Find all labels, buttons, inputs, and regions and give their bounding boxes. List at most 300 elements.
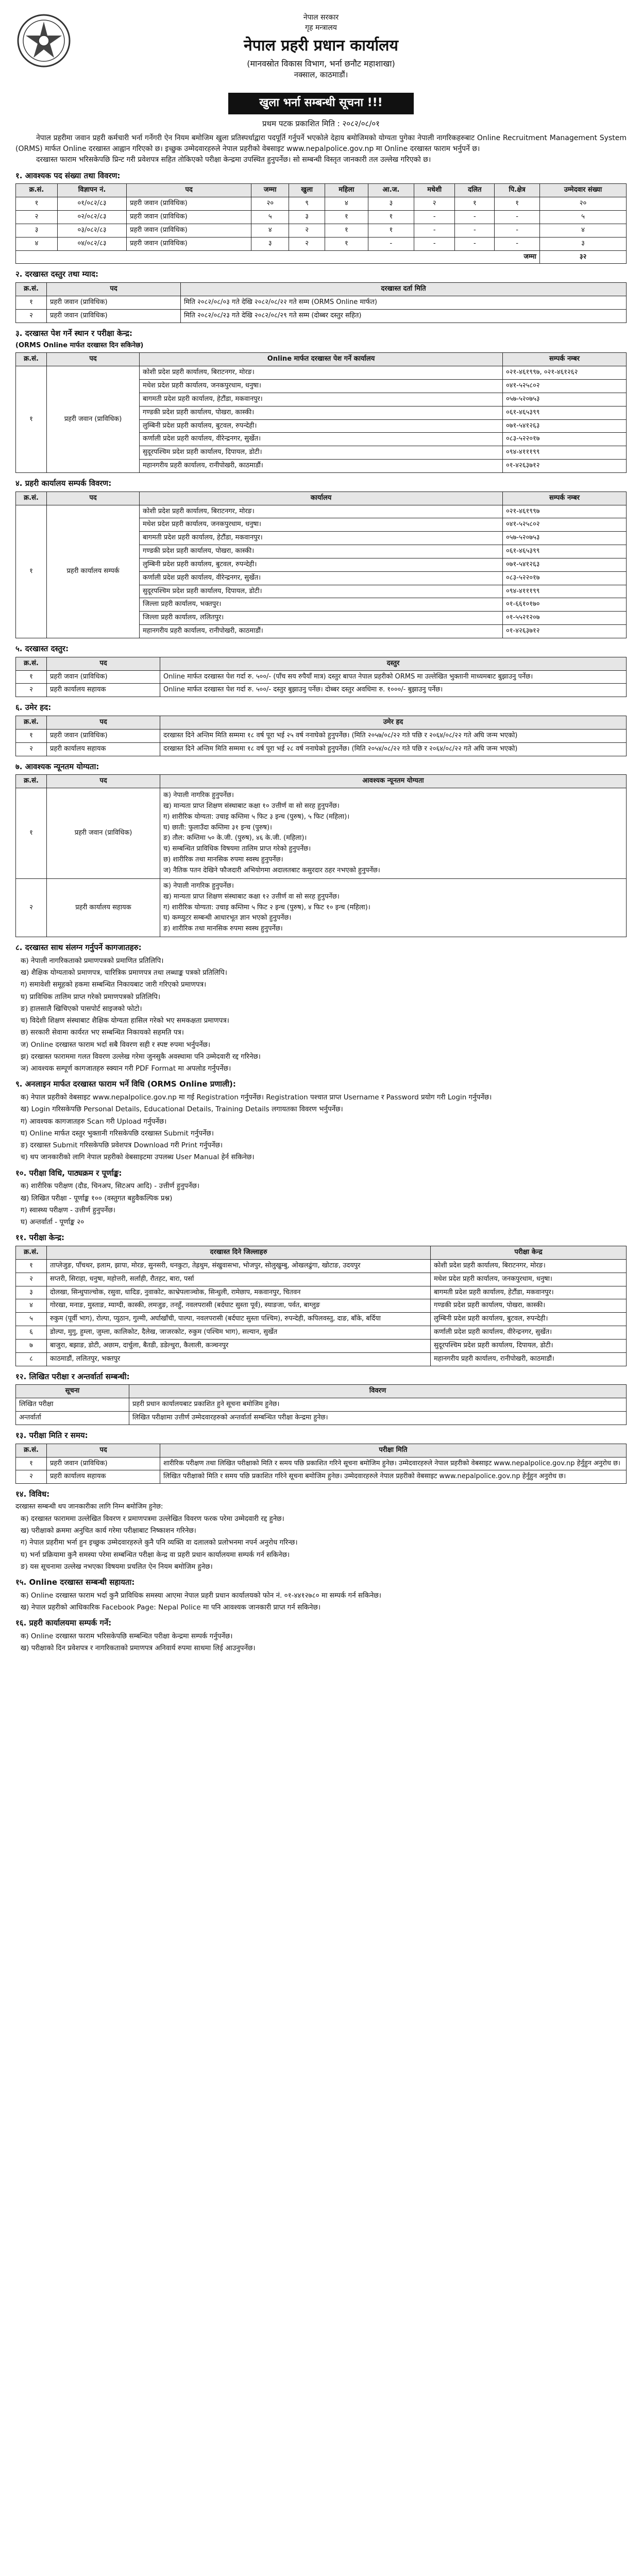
phone-cell: ०९४-४१११९९ [503, 446, 627, 460]
table-row [16, 211, 627, 224]
office-cell: कर्णाली प्रदेश प्रहरी कार्यालय, वीरेन्द्रनगर, सुर्खेत। [140, 571, 503, 585]
table-header: कार्यालय [140, 492, 503, 505]
table-cell: - [455, 224, 495, 237]
list-item: घ) Online मार्फत दस्तुर भुक्तानी गरिसकेपछि दरखास्त Submit गर्नुपर्नेछ। [21, 1129, 214, 1138]
documents-list [15, 956, 627, 1074]
table-row [16, 197, 627, 211]
list-item: ङ) दरखास्त Submit गरिसकेपछि प्रवेशपत्र Download गरी Print गर्नुपर्नेछ। [21, 1141, 223, 1150]
section-heading: २. दरखास्त दस्तुर तथा म्याद: [15, 269, 98, 279]
table-cell: ०२/०८२/८३ [57, 211, 126, 224]
office-cell: जिल्ला प्रहरी कार्यालय, भक्तपुर। [140, 598, 503, 612]
table-cell: प्रहरी कार्यालय सहायक [47, 742, 160, 756]
table-cell: गोरखा, मनाङ, मुस्ताङ, म्याग्दी, कास्की, लमजुङ, तनहुँ, नवलपरासी (बर्दघाट सुस्ता पूर्व), स्याङजा, पर्वत, बाग्लुङ [47, 1299, 431, 1313]
list-item: क) नेपाल प्रहरीको वेबसाइट www.nepalpolice.gov.np मा गई Registration गर्नुपर्नेछ। Registration पश्चात प्राप्त Username र Password प्रयोग गरी Login गर्नुपर्नेछ। [21, 1093, 492, 1102]
table-header: पद [47, 716, 160, 729]
table-cell: मधेश प्रदेश प्रहरी कार्यालय, जनकपुरधाम, धनुषा। [431, 1273, 627, 1286]
table-cell: प्रहरी कार्यालय सहायक [47, 1470, 160, 1484]
section-heading: १३. परीक्षा मिति र समय: [15, 1430, 88, 1440]
table-header: पद [47, 657, 160, 670]
table-cell: ३ [368, 197, 414, 211]
list-item: ज) Online दरखास्त फाराम भर्दा सबै विवरण सही र स्पष्ट रुपमा भर्नुपर्नेछ। [21, 1040, 211, 1049]
table-cell: प्रहरी जवान (प्राविधिक) [47, 309, 181, 323]
post-cell: प्रहरी कार्यालय सहायक [47, 878, 160, 937]
table-cell: ०४/०८२/८३ [57, 237, 126, 250]
exam-date-table [15, 1444, 627, 1484]
table-header: क्र.सं. [16, 657, 47, 670]
list-item: ञ) आवश्यक सम्पूर्ण कागजातहरु स्क्यान गरी PDF Format मा अपलोड गर्नुपर्नेछ। [21, 1064, 231, 1073]
phone-cell: ०१-५५२१२०७ [503, 612, 627, 625]
table-header: उम्मेदवार संख्या [540, 184, 627, 197]
table-cell: ३ [16, 1286, 47, 1299]
table-cell: १ [16, 670, 47, 684]
qualification-item: क) नेपाली नागरिक हुनुपर्नेछ। [163, 791, 234, 800]
phone-cell: ०८३-५२२०१७ [503, 433, 627, 446]
list-item: घ) भर्ना प्रक्रियामा कुनै समस्या परेमा सम्बन्धित परीक्षा केन्द्र वा प्रहरी प्रधान कार्यालयमा सम्पर्क गर्न सकिनेछ। [21, 1550, 290, 1559]
table-header: क्र.सं. [16, 716, 47, 729]
list-item: ग) समावेशी समूहको हकमा सम्बन्धित निकायबाट जारी गरिएको प्रमाणपत्र। [21, 980, 207, 989]
list-item: क) Online दरखास्त फाराम भरिसकेपछि सम्बन्धित परीक्षा केन्द्रमा सम्पर्क गर्नुपर्नेछ। [21, 1632, 233, 1641]
office-cell: लुम्बिनी प्रदेश प्रहरी कार्यालय, बुटवल, रुपन्देही। [140, 558, 503, 571]
contact-office-body [16, 505, 627, 638]
application-date-table [15, 282, 627, 323]
section-heading: ७. आवश्यक न्यूनतम योग्यता: [15, 761, 99, 771]
table-cell: ०१/०८२/८३ [57, 197, 126, 211]
total-value: ३२ [540, 250, 627, 264]
table-cell: प्रहरी जवान (प्राविधिक) [127, 211, 251, 224]
list-item: ग) आवश्यक कागजातहरु Scan गरी Upload गर्नुपर्नेछ। [21, 1117, 167, 1126]
application-date-body [16, 296, 627, 323]
table-cell: लिखित परीक्षा [16, 1398, 129, 1412]
table-cell: - [368, 237, 414, 250]
list-item: क) Online दरखास्त फाराम भर्दा कुनै प्राविधिक समस्या आएमा नेपाल प्रहरी प्रधान कार्यालयको फोन नं. ०१-४४१२७८० मा सम्पर्क गर्न सकिनेछ। [21, 1591, 381, 1600]
table-header: सूचना [16, 1385, 129, 1398]
section-heading: ५. दरखास्त दस्तुर: [15, 643, 69, 653]
table-row [16, 1457, 627, 1470]
table-header: क्र.सं. [16, 1246, 47, 1260]
serial-cell: १ [16, 366, 47, 473]
table-cell: - [414, 224, 455, 237]
table-cell: कर्णाली प्रदेश प्रहरी कार्यालय, वीरेन्द्रनगर, सुर्खेत। [431, 1326, 627, 1340]
table-cell: २ [16, 211, 58, 224]
section-heading: १०. परीक्षा विधि, पाठ्यक्रम र पूर्णाङ्क: [15, 1168, 122, 1178]
table-cell: ०३/०८२/८३ [57, 224, 126, 237]
table-header: पद [47, 353, 140, 366]
table-row [16, 505, 627, 518]
intro-paragraph: नेपाल प्रहरीमा जवान प्रहरी कर्मचारी भर्ना गर्नेगरी ऐन नियम बमोजिम खुला प्रतिस्पर्धाद्वारा पदपूर्ति गर्नुपर्ने भएकोले देहाय बमोजिमको योग्यता पुगेका नेपाली नागरिकहरुबाट Online Recruitment Management System (ORMS) मार्फत Online दरखास्त आह्वान गरिएको छ। इच्छुक उम्मेदवारहरुले नेपाल प्रहरीको वेबसाइट www.nepalpolice.gov.np मा Online दरखास्त फाराम भर्नुपर्ने छ। [15, 133, 627, 153]
list-item: ख) शैक्षिक योग्यताको प्रमाणपत्र, चारित्रिक प्रमाणपत्र तथा लब्धाङ्क पत्रको प्रतिलिपि। [21, 969, 227, 977]
table-header: सम्पर्क नम्बर [503, 492, 627, 505]
office-cell: लुम्बिनी प्रदेश प्रहरी कार्यालय, बुटवल, रुपन्देही। [140, 419, 503, 433]
table-row [16, 1352, 627, 1366]
table-cell: - [495, 211, 540, 224]
list-item: ख) Login गरिसकेपछि Personal Details, Educational Details, Training Details लगायतका विवरण भर्नुपर्नेछ। [21, 1105, 343, 1114]
table-header: क्र.सं. [16, 492, 47, 505]
phone-cell: ०९४-४१११९९ [503, 585, 627, 598]
list-item: ग) नेपाल प्रहरीमा भर्ना हुन इच्छुक उम्मेदवारहरुले कुनै पनि व्यक्ति वा दलालको प्रलोभनमा नपर्न अनुरोध गरिन्छ। [21, 1538, 298, 1547]
table-cell: बाजुरा, बझाङ, डोटी, अछाम, दार्चुला, बैतडी, डडेल्धुरा, कैलाली, कञ्चनपुर [47, 1339, 431, 1352]
table-cell: प्रहरी जवान (प्राविधिक) [47, 670, 160, 684]
serial-cell: १ [16, 505, 47, 638]
table-header: क्र.सं. [16, 283, 47, 296]
phone-cell: ०७१-५४१२६३ [503, 419, 627, 433]
office-cell: जिल्ला प्रहरी कार्यालय, ललितपुर। [140, 612, 503, 625]
written-exam-body [16, 1398, 627, 1425]
table-cell: प्रहरी प्रधान कार्यालयबाट प्रकाशित हुने सूचना बमोजिम हुनेछ। [129, 1398, 627, 1412]
table-row [16, 1398, 627, 1412]
table-cell: २ [289, 224, 325, 237]
qualification-item: ज) नैतिक पतन देखिने फौजदारी अभियोगमा अदालतबाट कसुरदार ठहर नभएको हुनुपर्नेछ। [163, 867, 380, 875]
list-item: ग) स्वास्थ्य परीक्षण - उत्तीर्ण हुनुपर्नेछ। [21, 1206, 115, 1214]
table-cell: ८ [16, 1352, 47, 1366]
table-cell: दरखास्त दिने अन्तिम मिति सम्ममा १८ वर्ष पूरा भई २५ वर्ष ननाघेको हुनुपर्नेछ। (मिति २०५७/०८/२२ गते पछि र २०६४/०८/२२ गते अघि जन्म भएको) [160, 729, 627, 742]
table-cell: प्रहरी कार्यालय सहायक [47, 684, 160, 697]
table-header: आवश्यक न्यूनतम योग्यता [160, 775, 627, 788]
section-heading: १२. लिखित परीक्षा र अन्तर्वार्ता सम्बन्धी: [15, 1371, 130, 1381]
table-row [16, 237, 627, 250]
table-cell: - [495, 224, 540, 237]
table-row [16, 1299, 627, 1313]
table-cell: - [455, 237, 495, 250]
table-cell: ३ [289, 211, 325, 224]
table-header: परीक्षा केन्द्र [431, 1246, 627, 1260]
office-cell: कर्णाली प्रदेश प्रहरी कार्यालय, वीरेन्द्रनगर, सुर्खेत। [140, 433, 503, 446]
qualification-item: क) नेपाली नागरिक हुनुपर्नेछ। [163, 882, 234, 890]
phone-cell: ०४१-५२५८०२ [503, 380, 627, 393]
table-cell: १ [325, 237, 368, 250]
section-heading: १. आवश्यक पद संख्या तथा विवरण: [15, 171, 121, 180]
table-cell: प्रहरी जवान (प्राविधिक) [47, 296, 181, 310]
phone-cell: ०१-६६१०१७० [503, 598, 627, 612]
table-cell: ४ [540, 224, 627, 237]
table-header: पद [47, 283, 181, 296]
table-header: आ.ज. [368, 184, 414, 197]
table-cell: लुम्बिनी प्रदेश प्रहरी कार्यालय, बुटवल, रुपन्देही। [431, 1313, 627, 1326]
table-header: पद [47, 775, 160, 788]
table-cell: - [455, 211, 495, 224]
list-item: झ) दरखास्त फाराममा गलत विवरण उल्लेख गरेमा जुनसुकै अवस्थामा पनि उम्मेदवारी रद्द गरिनेछ। [21, 1052, 261, 1061]
list-item: क) नेपाली नागरिकताको प्रमाणपत्रको प्रमाणित प्रतिलिपि। [21, 956, 164, 965]
table-row [16, 1470, 627, 1484]
table-cell: कोशी प्रदेश प्रहरी कार्यालय, बिराटनगर, मोरङ। [431, 1259, 627, 1273]
table-header: दलित [455, 184, 495, 197]
office-cell: गण्डकी प्रदेश प्रहरी कार्यालय, पोखरा, कास्की। [140, 545, 503, 558]
table-cell: ५ [251, 211, 289, 224]
notice-banner: खुला भर्ना सम्बन्धी सूचना !!! [228, 93, 414, 114]
list-item: घ) प्राविधिक तालिम प्राप्त गरेको प्रमाणपत्रको प्रतिलिपि। [21, 992, 161, 1001]
table-cell: १ [495, 197, 540, 211]
table-header: जम्मा [251, 184, 289, 197]
table-cell: रुकुम (पूर्वी भाग), रोल्पा, प्युठान, गुल्मी, अर्घाखाँची, पाल्पा, नवलपरासी (बर्दघाट सुस्ता पश्चिम), रुपन्देही, कपिलवस्तु, दाङ, बाँके, बर्दिया [47, 1313, 431, 1326]
exam-center-body [16, 1259, 627, 1366]
office-cell: सुदूरपश्चिम प्रदेश प्रहरी कार्यालय, दिपायल, डोटी। [140, 446, 503, 460]
table-header: खुला [289, 184, 325, 197]
application-office-table [15, 352, 627, 473]
section-heading: ३. दरखास्त पेश गर्ने स्थान र परीक्षा केन्द्र: [15, 328, 132, 338]
table-cell: २ [16, 742, 47, 756]
qualification-item: ग) शारीरिक योग्यता: उचाइ कम्तिमा ५ फिट ३ इन्च (पुरुष), ५ फिट (महिला)। [163, 812, 350, 821]
table-header: सम्पर्क नम्बर [503, 353, 627, 366]
table-cell: ताप्लेजुङ, पाँचथर, इलाम, झापा, मोरङ, सुनसरी, धनकुटा, तेह्रथुम, संखुवासभा, भोजपुर, सोलुखुम्बु, ओखलढुंगा, खोटाङ, उदयपुर [47, 1259, 431, 1273]
table-cell: १ [368, 224, 414, 237]
table-cell: अन्तर्वार्ता [16, 1412, 129, 1425]
table-header: मधेशी [414, 184, 455, 197]
post-cell: प्रहरी जवान (प्राविधिक) [47, 366, 140, 473]
table-cell: - [495, 237, 540, 250]
table-cell: ४ [325, 197, 368, 211]
post-cell: प्रहरी जवान (प्राविधिक) [47, 788, 160, 879]
table-cell: महानगरीय प्रहरी कार्यालय, रानीपोखरी, काठमाडौं। [431, 1352, 627, 1366]
online-help-list [15, 1590, 627, 1613]
section-heading: १६. प्रहरी कार्यालयमा सम्पर्क गर्ने: [15, 1618, 112, 1628]
table-cell: सुदूरपश्चिम प्रदेश प्रहरी कार्यालय, दिपायल, डोटी। [431, 1339, 627, 1352]
list-item: ङ) यस सूचनामा उल्लेख नभएका विषयमा प्रचलित ऐन नियम बमोजिम हुनेछ। [21, 1562, 213, 1571]
table-row [16, 1273, 627, 1286]
phone-cell: ०४१-५२५८०२ [503, 518, 627, 532]
table-cell: Online मार्फत दरखास्त पेश गर्दा रु. ५००/- दस्तुर बुझाउनु पर्नेछ। दोब्बर दस्तुर अवधिमा रु. १०००/- बुझाउनु पर्नेछ। [160, 684, 627, 697]
table-row [16, 1412, 627, 1425]
phone-cell: ०१-४२६३७१२ [503, 625, 627, 638]
exam-method-list [15, 1181, 627, 1227]
address: नक्साल, काठमाडौं। [294, 70, 348, 80]
table-cell: १ [16, 197, 58, 211]
table-header: पि.क्षेत्र [495, 184, 540, 197]
section-heading: १५. Online दरखास्त सम्बन्धी सहायता: [15, 1578, 135, 1587]
office-cell: कोशी प्रदेश प्रहरी कार्यालय, बिराटनगर, मोरङ। [140, 505, 503, 518]
table-cell: Online मार्फत दरखास्त पेश गर्दा रु. ५००/- (पाँच सय रुपैयाँ मात्र) दस्तुर बापत नेपाल प्रहरीको ORMS मा उल्लेखित भुक्तानी माध्यमबाट बुझाउनु पर्नेछ। [160, 670, 627, 684]
section-heading: ४. प्रहरी कार्यालय सम्पर्क विवरण: [15, 478, 112, 488]
exam-date-body [16, 1457, 627, 1484]
table-cell: लिखित परीक्षाको मिति र समय पछि प्रकाशित गरिने सूचना बमोजिम हुनेछ। उम्मेदवारहरुले नेपाल प्रहरीको वेबसाइट www.nepalpolice.gov.np हेर्नुहुन अनुरोध छ। [160, 1470, 627, 1484]
posts-table-body [16, 197, 627, 250]
list-item: क) शारीरिक परीक्षण (दौड, चिनअप, सिटअप आदि) - उत्तीर्ण हुनुपर्नेछ। [21, 1182, 200, 1191]
table-header: उमेर हद [160, 716, 627, 729]
table-cell: २० [540, 197, 627, 211]
table-cell: प्रहरी जवान (प्राविधिक) [47, 729, 160, 742]
office-cell: बागमती प्रदेश प्रहरी कार्यालय, हेटौंडा, मकवानपुर। [140, 393, 503, 406]
table-cell: काठमाडौं, ललितपुर, भक्तपुर [47, 1352, 431, 1366]
list-item: ख) परीक्षाको दिन प्रवेशपत्र र नागरिकताको प्रमाणपत्र अनिवार्य रुपमा साथमा लिई आउनुपर्नेछ। [21, 1644, 256, 1653]
table-cell: ४ [16, 1299, 47, 1313]
qualification-item: ग) शारीरिक योग्यता: उचाइ कम्तिमा ५ फिट २ इन्च (पुरुष), ४ फिट १० इन्च (महिला)। [163, 903, 370, 911]
section-heading: १४. विविध: [15, 1489, 50, 1499]
ministry-line: गृह मन्त्रालय [305, 24, 337, 32]
table-cell: बागमती प्रदेश प्रहरी कार्यालय, हेटौंडा, मकवानपुर। [431, 1286, 627, 1299]
table-cell: २ [16, 684, 47, 697]
table-cell: १ [16, 729, 47, 742]
phone-cell: ०७१-५४१२६३ [503, 558, 627, 571]
table-cell: मिति २०८२/०८/०३ गते देखि २०८२/०८/२२ गते सम्म (ORMS Online मार्फत) [181, 296, 627, 310]
qualification-item: च) सम्बन्धित प्राविधिक विषयमा तालिम प्राप्त गरेको हुनुपर्नेछ। [163, 845, 311, 853]
phone-cell: ०६१-४६५३९९ [503, 545, 627, 558]
table-cell: २ [16, 1470, 47, 1484]
phone-cell: ०५७-५२०७५३ [503, 532, 627, 545]
table-row [16, 1286, 627, 1299]
table-header: दरखास्त दर्ता मिति [181, 283, 627, 296]
table-cell: २ [16, 1273, 47, 1286]
table-row [16, 788, 627, 879]
table-cell: ३ [16, 224, 58, 237]
table-cell: लिखित परीक्षामा उत्तीर्ण उम्मेदवारहरुको अन्तर्वार्ता सम्बन्धित परीक्षा केन्द्रमा हुनेछ। [129, 1412, 627, 1425]
age-limit-body [16, 729, 627, 756]
table-row [16, 1313, 627, 1326]
office-cell: मधेश प्रदेश प्रहरी कार्यालय, जनकपुरधाम, धनुषा। [140, 518, 503, 532]
qualification-item: घ) कम्प्युटर सम्बन्धी आधारभूत ज्ञान भएको हुनुपर्नेछ। [163, 914, 292, 922]
qualification-item: ख) मान्यता प्राप्त शिक्षण संस्थाबाट कक्षा १० उत्तीर्ण वा सो सरह हुनुपर्नेछ। [163, 802, 340, 810]
list-item: छ) सरकारी सेवामा कार्यरत भए सम्बन्धित निकायको सहमति पत्र। [21, 1028, 184, 1037]
table-cell: २ [414, 197, 455, 211]
table-cell: ३ [251, 237, 289, 250]
table-cell: १ [16, 296, 47, 310]
qualification-item: छ) शारीरिक तथा मानसिक रुपमा स्वस्थ हुनुपर्नेछ। [163, 856, 283, 864]
list-item: ङ) हालसालै खिचिएको पासपोर्ट साइजको फोटो। [21, 1004, 142, 1013]
table-cell: १ [455, 197, 495, 211]
table-cell: प्रहरी जवान (प्राविधिक) [127, 224, 251, 237]
table-header: परीक्षा मिति [160, 1444, 627, 1457]
qualification-cell [160, 878, 627, 937]
table-cell: ९ [289, 197, 325, 211]
office-cell: बागमती प्रदेश प्रहरी कार्यालय, हेटौंडा, मकवानपुर। [140, 532, 503, 545]
qualification-table [15, 774, 627, 937]
table-row [16, 670, 627, 684]
qualification-item: घ) छाती: फुलाउँदा कम्तिमा ३१ इन्च (पुरुष)। [163, 823, 272, 832]
gov-line: नेपाल सरकार [303, 13, 339, 22]
section-heading: ८. दरखास्त साथ संलग्न गर्नुपर्ने कागजातहरु: [15, 943, 142, 953]
table-cell: - [414, 237, 455, 250]
application-office-body [16, 366, 627, 473]
phone-cell: ०२१-४६१९९७ [503, 505, 627, 518]
section-heading: ६. उमेर हद: [15, 703, 52, 713]
section-intro: दरखास्त सम्बन्धी थप जानकारीका लागि निम्न बमोजिम हुनेछ: [15, 1502, 163, 1511]
qualification-body [16, 788, 627, 937]
table-header: विज्ञापन नं. [57, 184, 126, 197]
phone-cell: ०८३-५२२०१७ [503, 571, 627, 585]
table-row [16, 224, 627, 237]
table-cell: ५ [540, 211, 627, 224]
table-cell: सप्तरी, सिराहा, धनुषा, महोत्तरी, सर्लाही, रौतहट, बारा, पर्सा [47, 1273, 431, 1286]
list-item: च) थप जानकारीको लागि नेपाल प्रहरीको वेबसाइटमा उपलब्ध User Manual हेर्न सकिनेछ। [21, 1153, 255, 1162]
table-header: क्र.सं. [16, 1444, 47, 1457]
qualification-item: ख) मान्यता प्राप्त शिक्षण संस्थाबाट कक्षा १२ उत्तीर्ण वा सो सरह हुनुपर्नेछ। [163, 892, 340, 901]
total-label: जम्मा [16, 250, 540, 264]
list-item: क) दरखास्त फाराममा उल्लेखित विवरण र प्रमाणपत्रमा उल्लेखित विवरण फरक परेमा उम्मेदवारी रद्द हुनेछ। [21, 1514, 284, 1523]
table-cell: १ [325, 211, 368, 224]
table-cell: डोल्पा, मुगु, हुम्ला, जुम्ला, कालिकोट, दैलेख, जाजरकोट, रुकुम (पश्चिम भाग), सल्यान, सुर्खेत [47, 1326, 431, 1340]
table-cell: ३ [540, 237, 627, 250]
list-item: ख) लिखित परीक्षा - पूर्णाङ्क १०० (वस्तुगत बहुवैकल्पिक प्रश्न) [21, 1194, 173, 1202]
table-cell: १ [16, 1259, 47, 1273]
table-cell: ६ [16, 1326, 47, 1340]
office-cell: गण्डकी प्रदेश प्रहरी कार्यालय, पोखरा, कास्की। [140, 406, 503, 419]
org-title: नेपाल प्रहरी प्रधान कार्यालय [244, 36, 398, 55]
exam-center-table [15, 1246, 627, 1366]
phone-cell: ०२१-४६१९९७, ०२१-४६१२६२ [503, 366, 627, 380]
posts-table [15, 183, 627, 264]
table-cell: २० [251, 197, 289, 211]
table-header: पद [47, 492, 140, 505]
office-cell: महानगरीय प्रहरी कार्यालय, रानीपोखरी, काठमाडौं। [140, 460, 503, 473]
table-cell: प्रहरी जवान (प्राविधिक) [127, 197, 251, 211]
table-header: Online मार्फत दरखास्त पेश गर्ने कार्यालय [140, 353, 503, 366]
office-cell: मधेश प्रदेश प्रहरी कार्यालय, जनकपुरधाम, धनुषा। [140, 380, 503, 393]
list-item: ख) नेपाल प्रहरीको आधिकारिक Facebook Page: Nepal Police मा पनि आवश्यक जानकारी प्राप्त गर्न सकिनेछ। [21, 1603, 321, 1612]
table-row [16, 366, 627, 380]
qualification-cell [160, 788, 627, 879]
phone-cell: ०६१-४६५३९९ [503, 406, 627, 419]
serial-cell: १ [16, 788, 47, 879]
office-cell: कोशी प्रदेश प्रहरी कार्यालय, बिराटनगर, मोरङ। [140, 366, 503, 380]
table-row [16, 729, 627, 742]
table-row [16, 742, 627, 756]
table-cell: गण्डकी प्रदेश प्रहरी कार्यालय, पोखरा, कास्की। [431, 1299, 627, 1313]
table-cell: दरखास्त दिने अन्तिम मिति सम्ममा १८ वर्ष पूरा भई २८ वर्ष ननाघेको हुनुपर्नेछ। (मिति २०५४/०८/२२ गते पछि र २०६४/०८/२२ गते अघि जन्म भएको) [160, 742, 627, 756]
section-heading: ९. अनलाइन मार्फत दरखास्त फाराम भर्ने विधि (ORMS Online प्रणाली): [15, 1079, 236, 1089]
sub-office: (मानवस्रोत विकास विभाग, भर्ना छनौट महाशाखा) [247, 59, 395, 69]
list-item: घ) अन्तर्वार्ता - पूर्णाङ्क २० [21, 1218, 85, 1227]
police-emblem-icon [15, 12, 72, 69]
intro-text [15, 133, 627, 165]
table-header: दरखास्त दिने जिल्लाहरु [47, 1246, 431, 1260]
table-cell: प्रहरी जवान (प्राविधिक) [127, 237, 251, 250]
table-header: क्र.सं. [16, 775, 47, 788]
table-cell: - [414, 211, 455, 224]
table-cell: १ [16, 1457, 47, 1470]
table-row [16, 684, 627, 697]
online-method-list [15, 1092, 627, 1163]
table-cell: ४ [251, 224, 289, 237]
table-header: पद [47, 1444, 160, 1457]
publish-date: प्रथम पटक प्रकाशित मिति : २०८२/०८/०१ [262, 118, 380, 128]
table-header: महिला [325, 184, 368, 197]
section-note: (ORMS Online मार्फत दरखास्त दिन सकिनेछ) [15, 342, 144, 350]
post-cell: प्रहरी कार्यालय सम्पर्क [47, 505, 140, 638]
table-cell: २ [16, 309, 47, 323]
intro-paragraph: दरखास्त फाराम भरिसकेपछि प्रिन्ट गरी प्रवेशपत्र सहित तोकिएको परीक्षा केन्द्रमा उपस्थित हुनुपर्नेछ। सो सम्बन्धी विस्तृत जानकारी तल उल्लेख गरिएको छ। [36, 155, 431, 164]
table-cell: २ [289, 237, 325, 250]
table-row [16, 1339, 627, 1352]
table-cell: ४ [16, 237, 58, 250]
phone-cell: ०१-४२६३७१२ [503, 460, 627, 473]
table-row [16, 1259, 627, 1273]
contact-police-list [15, 1631, 627, 1654]
table-row [16, 1326, 627, 1340]
list-item: ख) परीक्षाको क्रममा अनुचित कार्य गरेमा परीक्षाबाट निष्काशन गरिनेछ। [21, 1527, 196, 1535]
table-cell: शारीरिक परीक्षण तथा लिखित परीक्षाको मिति र समय पछि प्रकाशित गरिने सूचना बमोजिम हुनेछ। उम्मेदवारहरुले नेपाल प्रहरीको वेबसाइट www.nepalpolice.gov.np हेर्नुहुन अनुरोध छ। [160, 1457, 627, 1470]
office-cell: सुदूरपश्चिम प्रदेश प्रहरी कार्यालय, दिपायल, डोटी। [140, 585, 503, 598]
table-cell: १ [325, 224, 368, 237]
table-row [16, 309, 627, 323]
phone-cell: ०५७-५२०७५३ [503, 393, 627, 406]
table-header: क्र.सं. [16, 353, 47, 366]
fee-table-body [16, 670, 627, 697]
table-cell: दोलखा, सिन्धुपाल्चोक, रसुवा, धादिङ, नुवाकोट, काभ्रेपलाञ्चोक, सिन्धुली, रामेछाप, मकवानपुर, चितवन [47, 1286, 431, 1299]
table-cell: प्रहरी जवान (प्राविधिक) [47, 1457, 160, 1470]
table-header: क्र.सं. [16, 184, 58, 197]
table-row [16, 296, 627, 310]
serial-cell: २ [16, 878, 47, 937]
table-row [16, 878, 627, 937]
table-cell: ७ [16, 1339, 47, 1352]
age-limit-table [15, 716, 627, 756]
contact-office-table [15, 492, 627, 638]
qualification-item: ङ) शारीरिक तथा मानसिक रुपमा स्वस्थ हुनुपर्नेछ। [163, 925, 283, 933]
misc-list [15, 1514, 627, 1572]
table-cell: १ [368, 211, 414, 224]
section-heading: ११. परीक्षा केन्द्र: [15, 1233, 65, 1243]
notice-header [15, 12, 627, 90]
list-item: च) विदेशी शिक्षण संस्थाबाट शैक्षिक योग्यता हासिल गरेको भए समकक्षता प्रमाणपत्र। [21, 1016, 229, 1025]
table-header: विवरण [129, 1385, 627, 1398]
table-header: पद [127, 184, 251, 197]
